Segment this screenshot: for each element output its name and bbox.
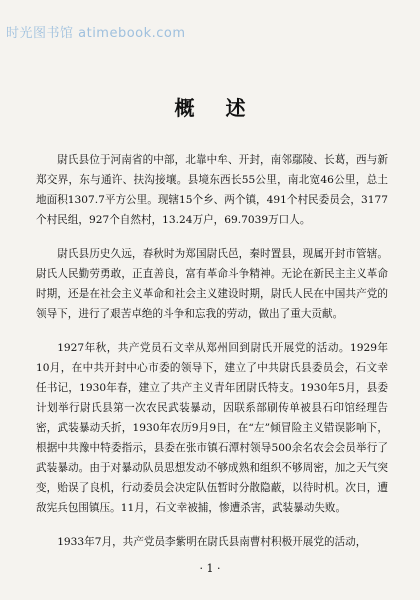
paragraph: 1933年7月，共产党员李紫明在尉氏县南曹村积极开展党的活动， bbox=[57, 536, 367, 548]
paragraph: 1927年秋，共产党员石文幸从郑州回到尉氏开展党的活动。1929年10月，在中共开封中心市委的领导下，建立了中共尉氏县委员会，石文幸任书记，1930年春，建立了共产主义青年团尉氏特支。1930年5月，县委计划举行尉氏县第一次农民武装暴动，因联系部刷传单被县石印馆经理告密，武装暴动夭折，1930年农历9月9日，在“左”倾冒险主义错误影响下，根据中共豫中特委指示，县委在张市镇石潭村领导500余名农会会员举行了武装暴动。由于对暴动队员思想发动不够成熟和组织不够周密，加之天气突变，贻误了良机，行动委员会决定队伍暂时分散隐蔽，以待时机。次日，遭敌宪兵包围镇压。11月，石文幸被捕，惨遭杀害，武装暴动失败。 bbox=[36, 342, 388, 514]
page-number: · 1 · bbox=[199, 562, 221, 575]
paragraph: 尉氏县位于河南省的中部，北靠中牟、开封，南邻鄢陵、长葛，西与新郑交界，东与通许、扶沟接壤。县境东西长55公里，南北宽46公里，总土地面积1307.7平方公里。现辖15个乡、两个镇，491个村民委员会，3177个村民组，927个自然村，13.24万户，69.7039万口人。 bbox=[36, 154, 388, 226]
body-text bbox=[36, 150, 388, 552]
page-title: 概 述 bbox=[174, 96, 258, 120]
paragraph: 尉氏县历史久远，春秋时为郑国尉氏邑，秦时置县，现属开封市管辖。尉氏人民勤劳勇敢，正直善良，富有革命斗争精神。无论在新民主主义革命时期，还是在社会主义革命和社会主义建设时期，尉氏人民在中国共产党的领导下，进行了艰苦卓绝的斗争和忘我的劳动，做出了重大贡献。 bbox=[36, 248, 388, 320]
watermark-text: 时光图书馆 atimebook.com bbox=[6, 26, 186, 41]
